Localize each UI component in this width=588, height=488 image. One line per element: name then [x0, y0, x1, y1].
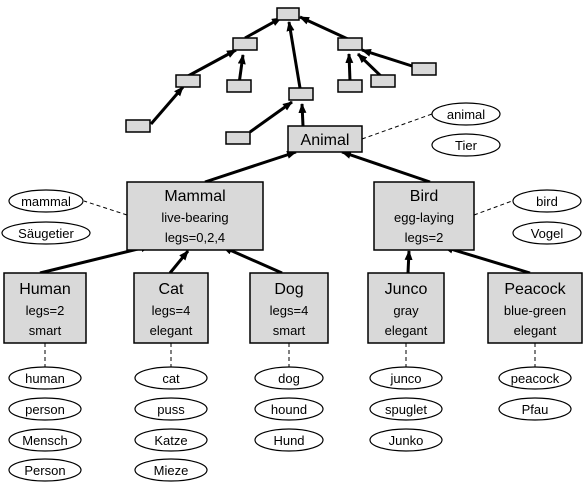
- cat-words: [135, 367, 207, 481]
- node-dog: [250, 273, 328, 343]
- edge-upper: [349, 54, 350, 81]
- node-cat-prop: elegant: [149, 323, 193, 338]
- edge-upper: [245, 18, 281, 38]
- node-human-title: Human: [19, 281, 71, 298]
- edge-upper: [250, 102, 292, 132]
- link-bird-words: [474, 201, 512, 215]
- node-mammal-prop: legs=0,2,4: [164, 230, 226, 245]
- unlabeled-node: [338, 38, 362, 50]
- dog-words: [255, 367, 323, 451]
- word-human: human: [25, 371, 65, 386]
- edge-upper: [151, 87, 183, 124]
- node-dog-prop: legs=4: [269, 303, 309, 318]
- word-tier: Tier: [455, 138, 477, 153]
- node-human: [4, 273, 86, 343]
- edge-upper: [302, 104, 303, 126]
- node-dog-title: Dog: [274, 281, 304, 298]
- node-peacock-prop: elegant: [513, 323, 557, 338]
- node-peacock: [488, 273, 582, 343]
- word-mammal: mammal: [21, 194, 71, 209]
- word-mieze: Mieze: [153, 463, 189, 478]
- unlabeled-node: [371, 75, 395, 87]
- edge-dog-mammal: [223, 247, 282, 273]
- edge-upper: [188, 50, 236, 76]
- edge-upper: [289, 22, 300, 88]
- mammal-words: [2, 190, 90, 244]
- node-junco-prop: elegant: [384, 323, 428, 338]
- edge-mammal-animal: [205, 152, 296, 182]
- node-cat-title: Cat: [158, 281, 184, 298]
- node-bird-prop: legs=2: [404, 230, 444, 245]
- unlabeled-node: [412, 63, 436, 75]
- unlabeled-node: [277, 8, 299, 20]
- unlabeled-node: [176, 75, 200, 87]
- word-junco: junco: [390, 371, 422, 386]
- node-human-prop: legs=2: [25, 303, 65, 318]
- node-junco: [368, 273, 444, 343]
- node-bird-title: Bird: [409, 188, 439, 205]
- word-person-de: Person: [24, 463, 66, 478]
- unlabeled-node: [289, 88, 313, 100]
- word-hound: hound: [270, 402, 308, 417]
- node-dog-prop: smart: [272, 323, 306, 338]
- word-saeugetier: Säugetier: [18, 226, 74, 241]
- word-hund: Hund: [273, 433, 305, 448]
- edge-bird-animal: [342, 152, 430, 182]
- word-mensch: Mensch: [22, 433, 68, 448]
- word-person: person: [25, 402, 65, 417]
- node-peacock-prop: blue-green: [503, 303, 567, 318]
- node-mammal-prop: live-bearing: [161, 210, 229, 225]
- word-animal: animal: [446, 107, 486, 122]
- bird-words: [513, 190, 581, 244]
- word-peacock: peacock: [510, 371, 560, 386]
- peacock-words: [499, 367, 571, 420]
- unlabeled-node: [227, 80, 251, 92]
- edge-peacock-bird: [444, 247, 530, 273]
- unlabeled-node: [338, 80, 362, 92]
- word-katze: Katze: [154, 433, 188, 448]
- junco-words: [370, 367, 442, 451]
- link-animal-words: [362, 114, 432, 139]
- word-pfau: Pfau: [521, 402, 549, 417]
- link-mammal-words: [84, 201, 127, 215]
- unlabeled-node: [126, 120, 150, 132]
- animal-words: [432, 103, 500, 156]
- word-junko: Junko: [388, 433, 424, 448]
- node-bird: [374, 182, 474, 250]
- word-dog: dog: [278, 371, 300, 386]
- edge-upper: [300, 17, 350, 40]
- edge-junco-bird: [408, 251, 409, 273]
- unlabeled-node: [233, 38, 257, 50]
- unlabeled-node: [226, 132, 250, 144]
- human-words: [9, 367, 81, 481]
- node-junco-prop: gray: [393, 303, 419, 318]
- node-human-prop: smart: [28, 323, 62, 338]
- node-cat-prop: legs=4: [151, 303, 191, 318]
- node-bird-prop: egg-laying: [394, 210, 454, 225]
- node-mammal-title: Mammal: [164, 188, 226, 205]
- word-cat: cat: [162, 371, 180, 386]
- node-animal-label: Animal: [300, 132, 350, 149]
- node-cat: [134, 273, 208, 343]
- edge-cat-mammal: [170, 251, 188, 273]
- node-peacock-title: Peacock: [504, 281, 566, 298]
- word-vogel: Vogel: [530, 226, 564, 241]
- word-bird: bird: [536, 194, 558, 209]
- node-animal: [288, 126, 362, 152]
- node-mammal: [127, 182, 263, 250]
- word-puss: puss: [157, 402, 185, 417]
- upper-hierarchy: [126, 8, 436, 144]
- word-spuglet: spuglet: [385, 402, 427, 417]
- node-junco-title: Junco: [384, 281, 428, 298]
